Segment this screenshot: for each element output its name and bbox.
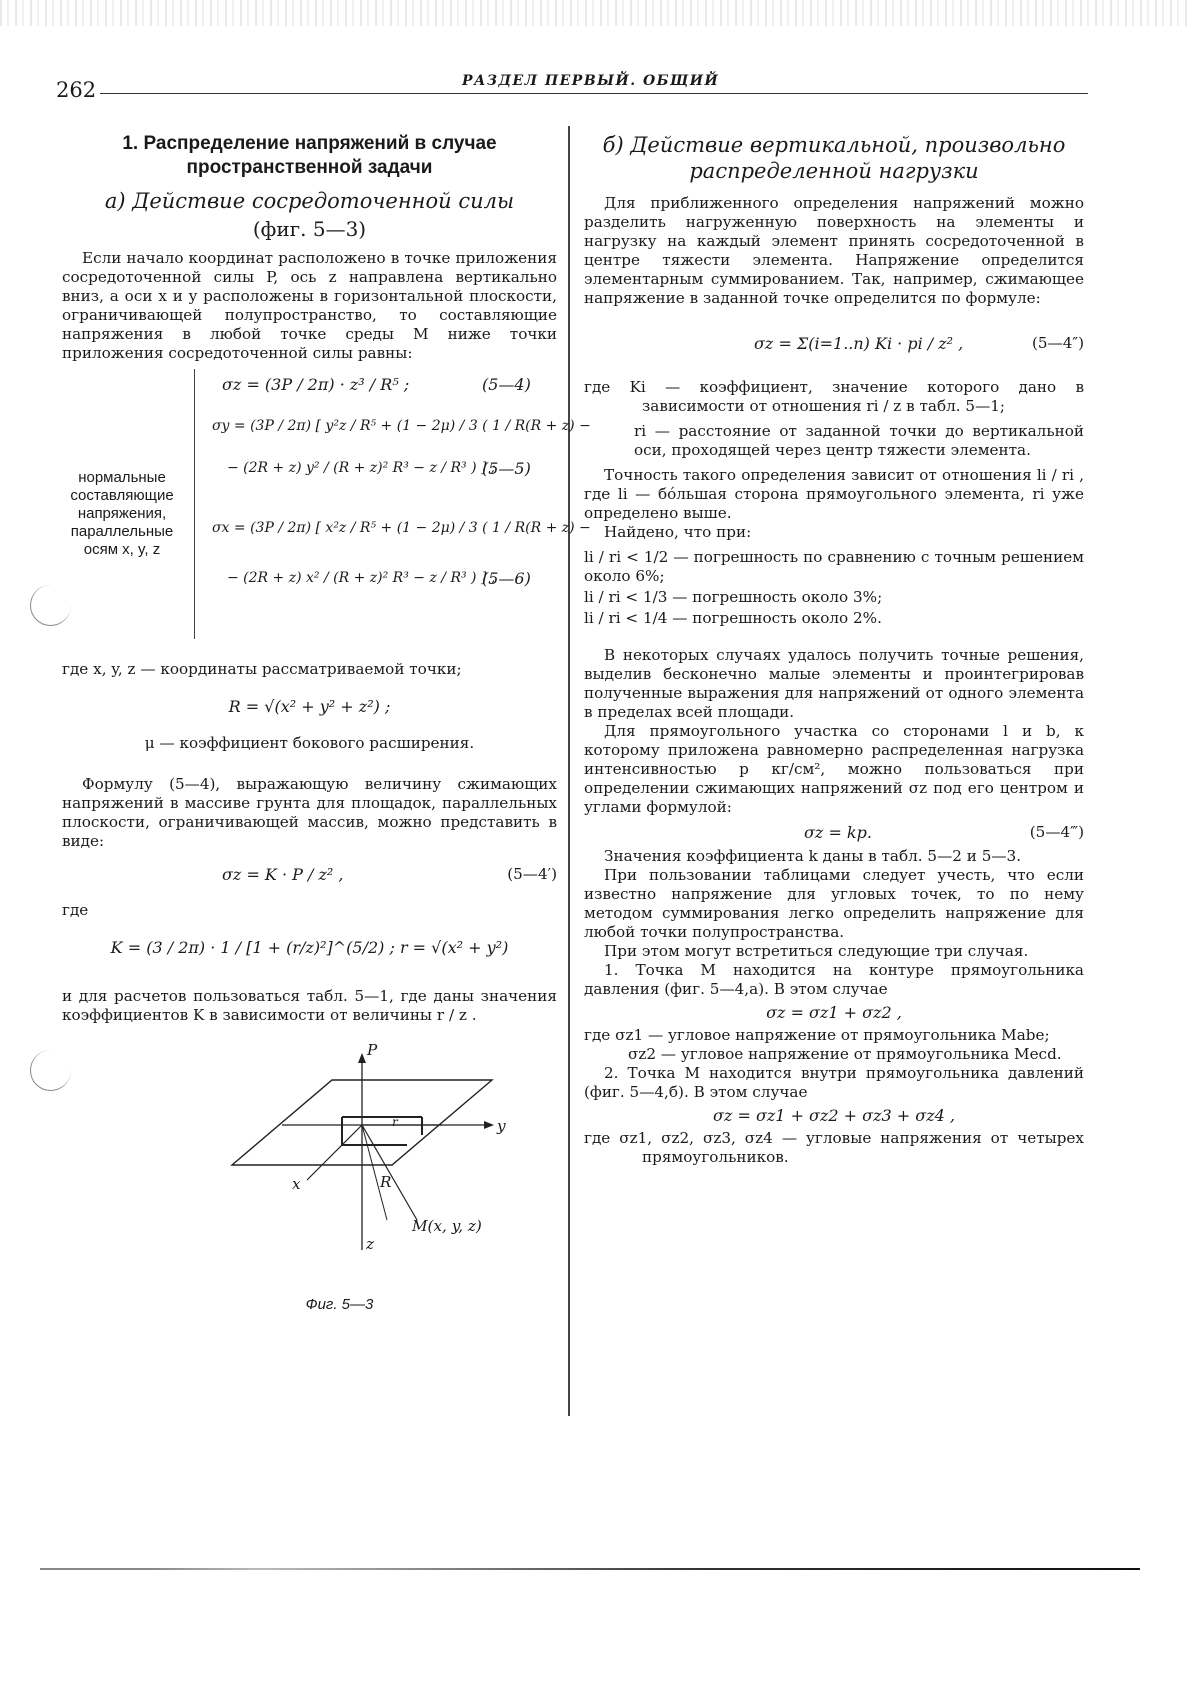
accuracy-cases bbox=[584, 548, 1084, 628]
case-1-paragraph: 1. Точка M находится на контуре прямоугольника давления (фиг. 5—4,а). В этом случае bbox=[584, 961, 1084, 998]
brace-label: нормальные составляющие напряжения, параллельные осям x, y, z bbox=[70, 469, 174, 558]
equation-5-6-line1: σx = (3P / 2π) [ x²z / R⁵ + (1 − 2μ) / 3 ( 1 / R(R + z) − bbox=[212, 520, 591, 536]
figure-label-R: R bbox=[380, 1173, 392, 1191]
case-2-paragraph: 2. Точка M находится внутри прямоугольника давлений (фиг. 5—4,б). В этом случае bbox=[584, 1064, 1084, 1101]
equation-5-4-prime-row bbox=[62, 851, 557, 901]
figure-label-y: y bbox=[497, 1117, 506, 1135]
equation-5-4-double-prime: σz = Σ(i=1..n) Ki · pi / z² , bbox=[754, 334, 964, 353]
stress-equations-block bbox=[62, 369, 591, 654]
section-title: 1. Распределение напряжений в случае пространственной задачи bbox=[122, 133, 497, 178]
approx-paragraph: Для приближенного определения напряжений можно разделить нагруженную поверхность на элементы и нагрузку на каждый элемент принять сосредоточенной в центре тяжести элемента. Напряжение определится элементарным суммированием. Так, например, сжимающее напряжение в заданной точке определится по формуле: bbox=[584, 194, 1084, 307]
equation-5-4-triple-prime-row bbox=[584, 817, 1084, 847]
table-reference-paragraph: и для расчетов пользоваться табл. 5—1, где даны значения коэффициентов K в зависимости от величины r / z . bbox=[62, 987, 557, 1024]
left-column bbox=[62, 128, 591, 1314]
scan-noise-strip bbox=[0, 0, 1191, 26]
accuracy-case-1: li / ri < 1/2 — погрешность по сравнению с точным решением около 6%; bbox=[584, 548, 1084, 585]
figure-label-M: M(x, y, z) bbox=[412, 1217, 482, 1235]
equation-5-5-line2: − (2R + z) y² / (R + z)² R³ − z / R³ ) ] ; bbox=[227, 460, 496, 476]
equation-R: R = √(x² + y² + z²) ; bbox=[228, 697, 391, 716]
equation-5-4: σz = (3P / 2π) · z³ / R⁵ ; bbox=[222, 375, 410, 394]
page-header bbox=[56, 73, 1088, 102]
equation-number-5-4: (5—4) bbox=[482, 375, 531, 394]
figure-label-P: P bbox=[367, 1041, 378, 1059]
right-column bbox=[584, 128, 1084, 1167]
binder-hole-mark bbox=[30, 1050, 71, 1091]
figure-label-r: r bbox=[392, 1115, 398, 1129]
equation-5-6-line2: − (2R + z) x² / (R + z)² R³ − z / R³ ) ] , bbox=[227, 570, 496, 586]
equation-5-4-triple-prime: σz = kp. bbox=[804, 823, 872, 842]
case-1-where-1: где σz1 — угловое напряжение от прямоугольника Mabe; bbox=[584, 1026, 1050, 1044]
coords-definition: где x, y, z — координаты рассматриваемой точки; bbox=[62, 660, 462, 678]
figure-reference: (фиг. 5—3) bbox=[252, 217, 367, 241]
case-2-where: где σz1, σz2, σz3, σz4 — угловые напряжения от четырех прямоугольников. bbox=[584, 1129, 1084, 1166]
tables-usage-paragraph: При пользовании таблицами следует учесть, что если известно напряжение для угловых точек, то по нему методом суммирования легко определить напряжение для любой точки полупространства. bbox=[584, 866, 1084, 941]
column-divider bbox=[568, 126, 570, 1416]
figure-caption: Фиг. 5—3 bbox=[305, 1296, 374, 1313]
equation-number-5-4-triple-prime: (5—4‴) bbox=[1029, 823, 1084, 841]
equation-number-5-5: (5—5) bbox=[482, 459, 531, 478]
rectangle-paragraph: Для прямоугольного участка со сторонами l и b, к которому приложена равномерно распределенная нагрузка интенсивностью p кг/см², можно пользоваться при определении сжимающих напряжений σz под его центром и углами формулой: bbox=[584, 722, 1084, 816]
figure-label-x: x bbox=[292, 1175, 301, 1193]
subsection-b-title: б) Действие вертикальной, произвольно распределенной нагрузки bbox=[602, 133, 1066, 183]
equation-5-4-prime: σz = K · P / z² , bbox=[222, 865, 344, 884]
binder-hole-mark bbox=[30, 585, 71, 626]
where-label: где bbox=[62, 901, 89, 919]
equation-number-5-4-double-prime: (5—4″) bbox=[1031, 334, 1084, 352]
subsection-a-title: а) Действие сосредоточенной силы bbox=[104, 189, 515, 213]
running-title: РАЗДЕЛ ПЕРВЫЙ. ОБЩИЙ bbox=[456, 73, 725, 89]
equation-5-4-double-prime-row bbox=[584, 308, 1084, 378]
equation-5-5-line1: σy = (3P / 2π) [ y²z / R⁵ + (1 − 2μ) / 3 ( 1 / R(R + z) − bbox=[212, 418, 591, 434]
case-1-where-2: σz2 — угловое напряжение от прямоугольника Mecd. bbox=[628, 1045, 1062, 1063]
equation-case-1: σz = σz1 + σz2 , bbox=[766, 1003, 902, 1022]
header-rule bbox=[100, 93, 1088, 94]
found-label: Найдено, что при: bbox=[604, 523, 752, 541]
figure-label-z: z bbox=[366, 1235, 375, 1253]
equation-number-5-4-prime: (5—4′) bbox=[507, 865, 557, 883]
page-number: 262 bbox=[56, 78, 97, 102]
mu-definition: μ — коэффициент бокового расширения. bbox=[144, 734, 475, 752]
three-cases-paragraph: При этом могут встретиться следующие три случая. bbox=[604, 942, 1029, 960]
equation-number-5-6: (5—6) bbox=[482, 569, 531, 588]
accuracy-case-3: li / ri < 1/4 — погрешность около 2%. bbox=[584, 609, 882, 627]
figure-5-3 bbox=[212, 1041, 512, 1295]
exact-solutions-paragraph: В некоторых случаях удалось получить точные решения, выделив бесконечно малые элементы и проинтегрировав полученные выражения для напряжений от одного элемента в пределах всей площади. bbox=[584, 646, 1084, 721]
equation-case-2: σz = σz1 + σz2 + σz3 + σz4 , bbox=[713, 1106, 955, 1125]
accuracy-case-2: li / ri < 1/3 — погрешность около 3%; bbox=[584, 588, 883, 606]
equation-K: K = (3 / 2π) · 1 / [1 + (r/z)²]^(5/2) ; r = √(x² + y²) bbox=[110, 938, 509, 957]
K-definition: где Ki — коэффициент, значение которого дано в зависимости от отношения ri / z в табл. 5—1; bbox=[584, 378, 1084, 415]
formula-paragraph: Формулу (5—4), выражающую величину сжимающих напряжений в массиве грунта для площадок, параллельных плоскости, ограничивающей массив, можно представить в виде: bbox=[62, 775, 557, 850]
r-definition: ri — расстояние от заданной точки до вертикальной оси, проходящей через центр тяжести элемента. bbox=[634, 422, 1084, 459]
figure-5-3-drawing bbox=[212, 1045, 512, 1275]
bottom-scan-line bbox=[40, 1568, 1140, 1570]
k-values-paragraph: Значения коэффициента k даны в табл. 5—2 и 5—3. bbox=[604, 847, 1022, 865]
curly-brace bbox=[194, 369, 205, 639]
intro-paragraph: Если начало координат расположено в точке приложения сосредоточенной силы P, ось z направлена вертикально вниз, а оси x и y расположены в горизонтальной плоскости, ограничивающей полупространство, то составляющие напряжения в любой точке среды M ниже точки приложения сосредоточенной силы равны: bbox=[62, 249, 557, 362]
accuracy-paragraph: Точность такого определения зависит от отношения li / ri , где li — бóльшая сторона прямоугольного элемента, ri уже определено выше. bbox=[584, 466, 1084, 522]
